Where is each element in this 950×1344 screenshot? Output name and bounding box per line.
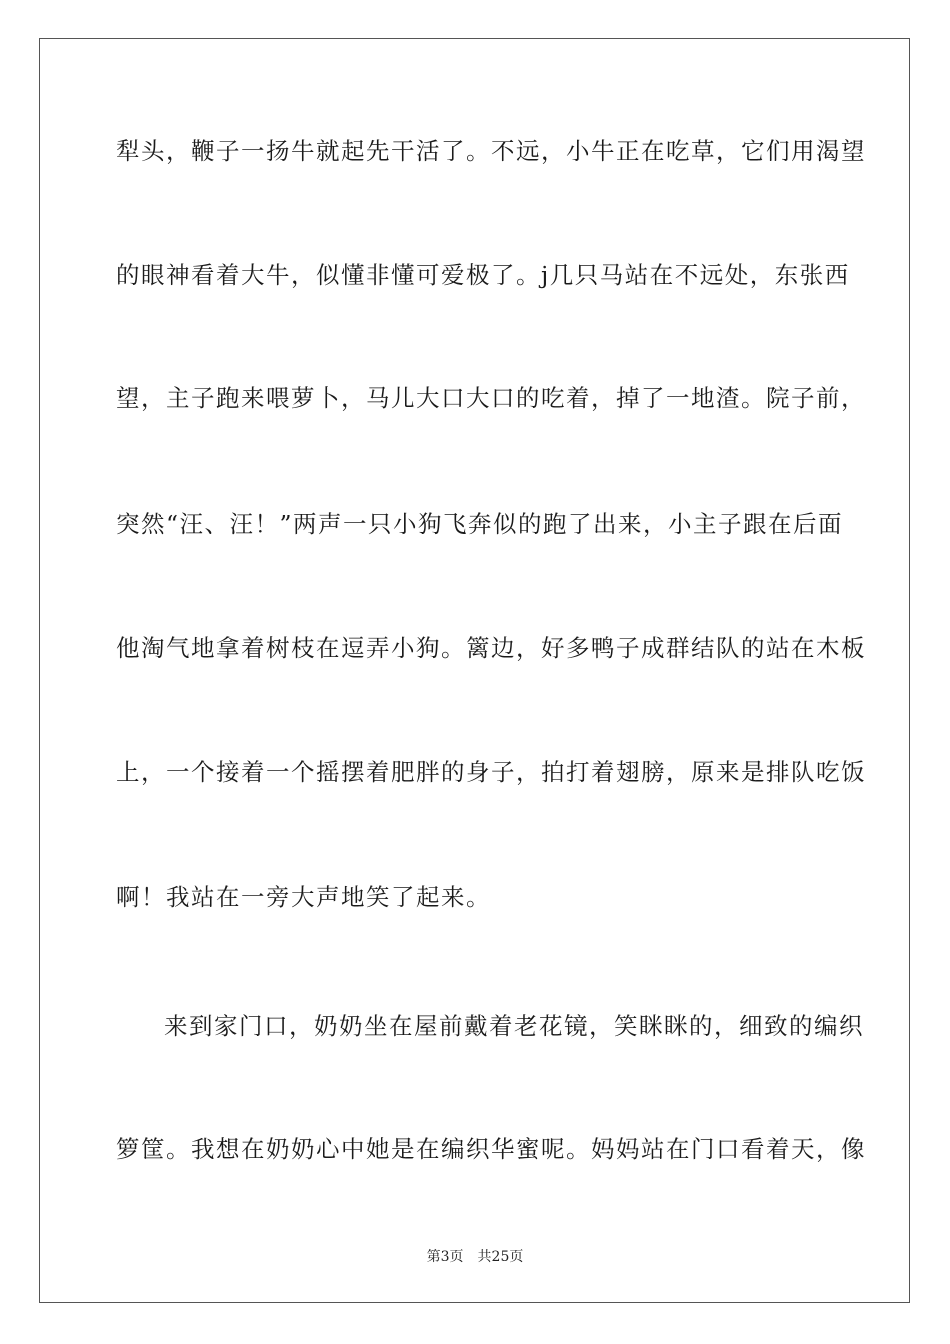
text-line-5: 他淘气地拿着树枝在逗弄小狗。篱边，好多鸭子成群结队的站在木板 [116,634,866,662]
page-footer [0,1248,950,1266]
text-line-8-paragraph-start: 来到家门口，奶奶坐在屋前戴着老花镜，笑眯眯的，细致的编织 [164,1012,864,1040]
page-border [39,38,910,1303]
page-number: 第3页 [426,1249,464,1265]
text-line-1: 犁头，鞭子一扬牛就起先干活了。不远，小牛正在吃草，它们用渴望 [116,137,866,165]
text-line-9: 箩筐。我想在奶奶心中她是在编织华蜜呢。妈妈站在门口看着天，像 [116,1135,866,1163]
text-line-2: 的眼神看着大牛，似懂非懂可爱极了。j几只马站在不远处，东张西 [116,261,850,289]
text-line-7: 啊！我站在一旁大声地笑了起来。 [116,883,491,911]
total-pages: 共25页 [477,1249,524,1265]
text-line-4: 突然“汪、汪！”两声一只小狗飞奔似的跑了出来，小主子跟在后面 [116,510,844,538]
text-line-6: 上，一个接着一个摇摆着肥胖的身子，拍打着翅膀，原来是排队吃饭 [116,758,866,786]
text-line-3: 望，主子跑来喂萝卜，马儿大口大口的吃着，掉了一地渣。院子前， [116,384,866,412]
